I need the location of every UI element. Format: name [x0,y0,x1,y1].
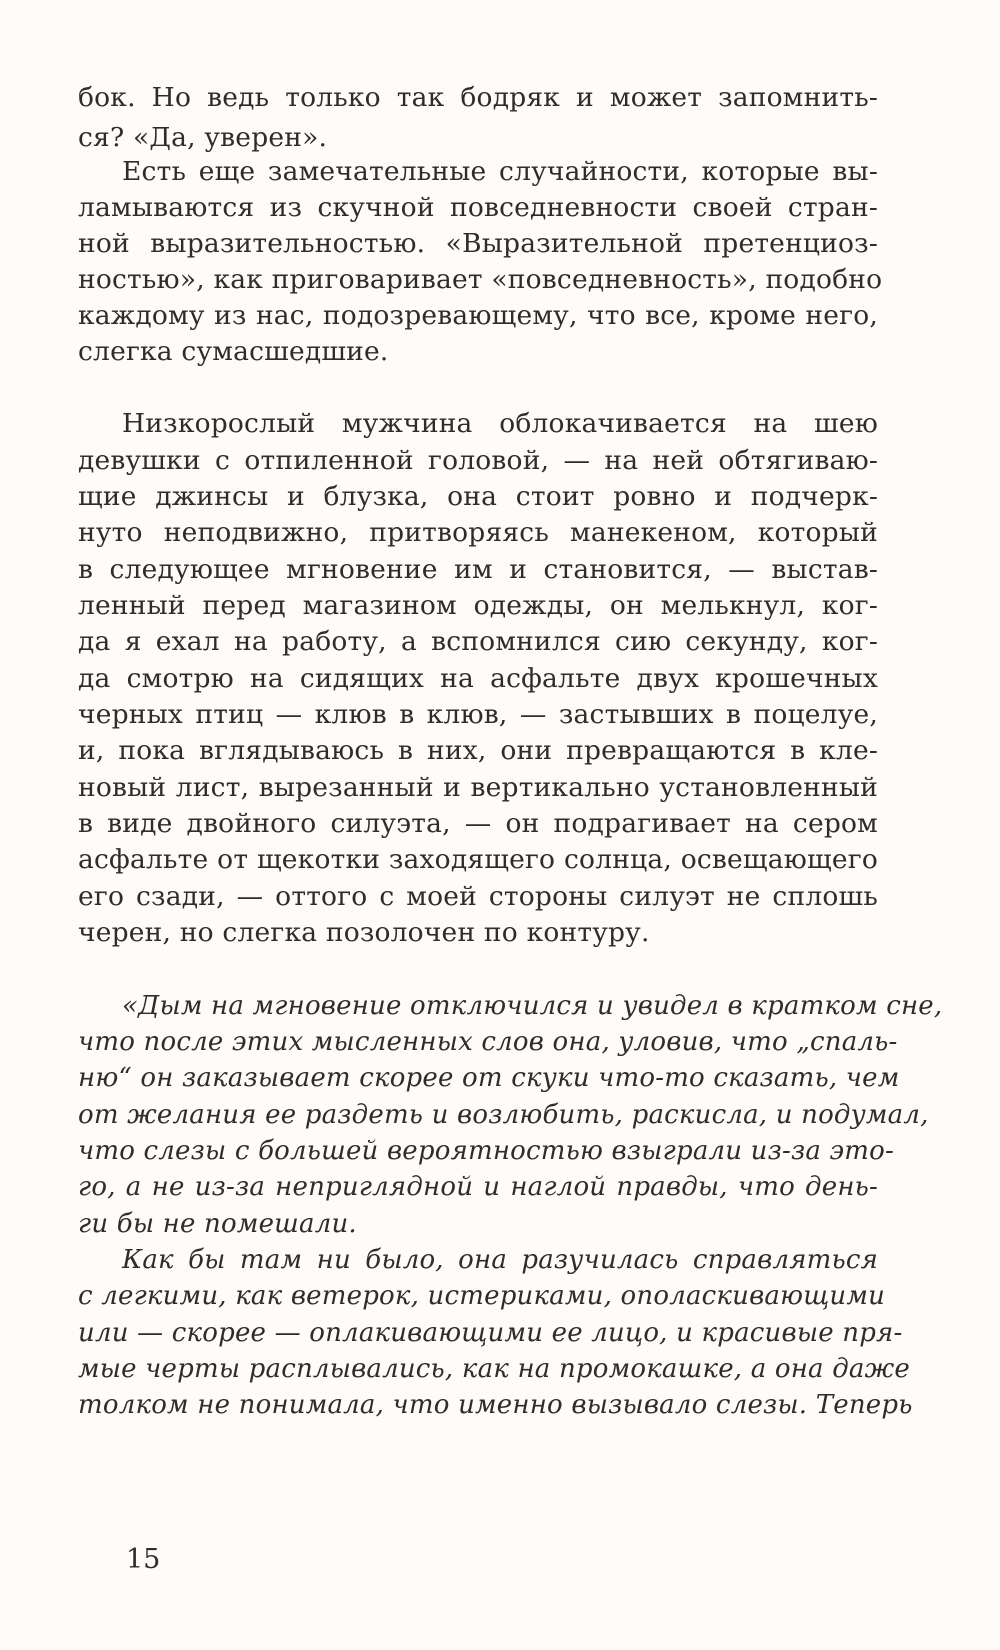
italic-text-line: что после этих мысленных слов она, уловив, что „спаль- [78,1027,898,1057]
italic-text-line: с легкими, как ветерок, истериками, ополаскивающими [78,1281,886,1311]
italic-text-line: или — скорее — оплакивающими ее лицо, и красивые пря- [78,1318,903,1348]
text-line: новый лист, вырезанный и вертикально установленный [78,772,878,803]
text-line: девушки с отпиленной головой, — на ней обтягиваю- [78,445,878,476]
italic-text-line: ню“ он заказывает скорее от скуки что-то сказать, чем [78,1063,900,1093]
text-line: бок. Но ведь только так бодряк и может запомнить- [78,82,878,113]
text-line: черен, но слегка позолочен по контуру. [78,917,650,948]
text-line: Есть еще замечательные случайности, которые вы- [122,156,878,187]
text-line: щие джинсы и блузка, она стоит ровно и подчерк- [78,481,878,512]
italic-text-line: «Дым на мгновение отключился и увидел в кратком сне, [122,991,943,1021]
text-line: в следующее мгновение им и становится, — выстав- [78,554,878,585]
text-line: ламываются из скучной повседневности своей стран- [78,192,878,223]
italic-text-line: Как бы там ни было, она разучилась справляться [122,1245,878,1275]
text-line: Низкорослый мужчина облокачивается на шею [122,408,878,439]
text-line: его сзади, — оттого с моей стороны силуэт не сплошь [78,881,878,912]
text-line: да смотрю на сидящих на асфальте двух крошечных [78,663,878,694]
text-line: асфальте от щекотки заходящего солнца, освещающего [78,844,878,875]
text-line: в виде двойного силуэта, — он подрагивает на сером [78,808,878,839]
page-number: 15 [126,1544,161,1575]
text-line: черных птиц — клюв в клюв, — застывших в поцелуе, [78,699,878,730]
text-line: ностью», как приговаривает «повседневность», подобно [78,264,883,295]
text-line: и, пока вглядываюсь в них, они превращаются в кле- [78,735,878,766]
text-line: ся? «Да, уверен». [78,122,328,153]
italic-text-line: что слезы с большей вероятностью взыграли из-за это- [78,1136,894,1166]
text-line: да я ехал на работу, а вспомнился сию секунду, ког- [78,626,878,657]
text-line: каждому из нас, подозревающему, что все, кроме него, [78,300,878,331]
italic-text-line: го, а не из-за неприглядной и наглой правды, что день- [78,1172,878,1202]
italic-text-line: ги бы не помешали. [78,1209,357,1239]
italic-text-line: толком не понимала, что именно вызывало слезы. Теперь [78,1390,913,1420]
italic-text-line: мые черты расплывались, как на промокашке, а она даже [78,1354,910,1384]
italic-text-line: от желания ее раздеть и возлюбить, раскисла, и подумал, [78,1100,929,1130]
text-line: слегка сумасшедшие. [78,336,389,367]
text-line: ной выразительностью. «Выразительной претенциоз- [78,228,878,259]
text-line: ленный перед магазином одежды, он мелькнул, ког- [78,590,878,621]
text-line: нуто неподвижно, притворяясь манекеном, который [78,517,878,548]
